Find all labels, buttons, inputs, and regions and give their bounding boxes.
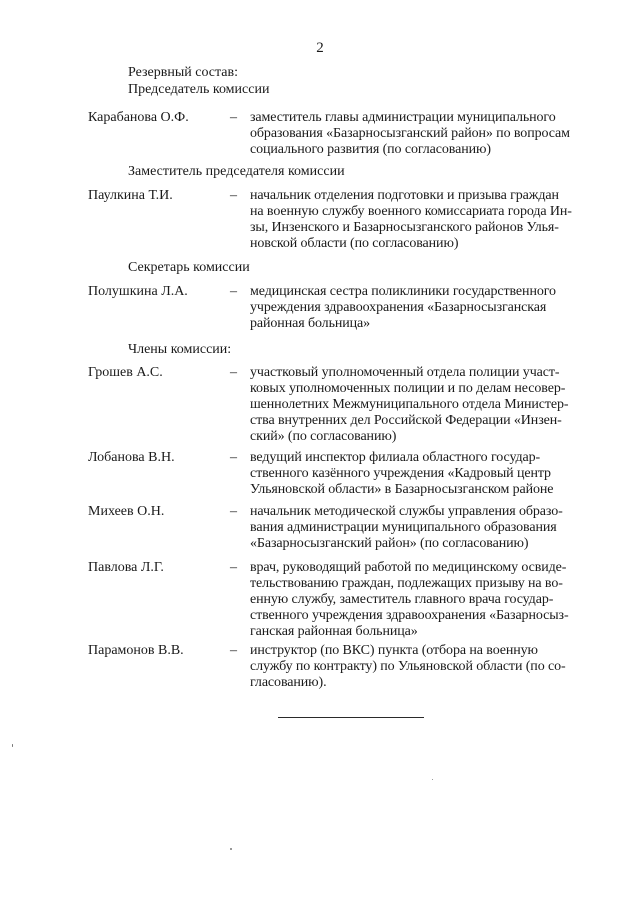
dash-separator: – xyxy=(230,504,237,519)
position-line: шеннолетних Межмуниципального отдела Министер- xyxy=(250,397,569,412)
heading-reserve: Резервный состав: xyxy=(128,65,239,80)
position-line: тельствованию граждан, подлежащих призыву на во- xyxy=(250,576,563,591)
member-name: Парамонов В.В. xyxy=(88,643,184,658)
position-line: районная больница» xyxy=(250,316,371,331)
position-line: новской области (по согласованию) xyxy=(250,236,459,251)
position-line: ственного казённого учреждения «Кадровый центр xyxy=(250,466,551,481)
position-line: социального развития (по согласованию) xyxy=(250,142,491,157)
position-line: Ульяновской области» в Базарносызганском районе xyxy=(250,482,554,497)
member-name: Лобанова В.Н. xyxy=(88,450,175,465)
member-position xyxy=(250,450,606,498)
dash-separator: – xyxy=(230,188,237,203)
member-name: Павлова Л.Г. xyxy=(88,560,164,575)
dash-separator: – xyxy=(230,560,237,575)
dash-separator: – xyxy=(230,450,237,465)
page-number: 2 xyxy=(316,40,324,56)
position-line: начальник отделения подготовки и призыва граждан xyxy=(250,188,559,203)
heading-deputy: Заместитель председателя комиссии xyxy=(128,164,345,179)
scan-speck xyxy=(230,848,232,850)
member-position xyxy=(250,365,606,445)
position-line: «Базарносызганский район» (по согласованию) xyxy=(250,536,529,551)
position-line: зы, Инзенского и Базарносызганского районов Улья- xyxy=(250,220,559,235)
member-name: Карабанова О.Ф. xyxy=(88,110,189,125)
heading-secretary: Секретарь комиссии xyxy=(128,260,250,275)
position-line: енную службу, заместитель главного врача государ- xyxy=(250,592,554,607)
position-line: образования «Базарносызганский район» по вопросам xyxy=(250,126,570,141)
position-line: на военную службу военного комиссариата города Ин- xyxy=(250,204,572,219)
member-position xyxy=(250,560,606,640)
position-line: ганская районная больница» xyxy=(250,624,418,639)
position-line: заместитель главы администрации муниципального xyxy=(250,110,556,125)
dash-separator: – xyxy=(230,284,237,299)
position-line: ства внутренних дел Российской Федерации «Инзен- xyxy=(250,413,562,428)
dash-separator: – xyxy=(230,643,237,658)
position-line: ский» (по согласованию) xyxy=(250,429,397,444)
position-line: гласованию). xyxy=(250,675,327,690)
position-line: ственного учреждения здравоохранения «Базарносыз- xyxy=(250,608,569,623)
dash-separator: – xyxy=(230,110,237,125)
scan-speck xyxy=(12,744,13,747)
position-line: учреждения здравоохранения «Базарносызганская xyxy=(250,300,547,315)
heading-members: Члены комиссии: xyxy=(128,342,232,357)
member-position xyxy=(250,643,606,691)
position-line: инструктор (по ВКС) пункта (отбора на военную xyxy=(250,643,538,658)
scan-speck xyxy=(432,779,433,780)
position-line: вания администрации муниципального образования xyxy=(250,520,557,535)
position-line: медицинская сестра поликлиники государственного xyxy=(250,284,556,299)
member-position xyxy=(250,188,606,252)
member-position xyxy=(250,284,606,332)
member-name: Михеев О.Н. xyxy=(88,504,165,519)
closing-rule xyxy=(278,717,424,718)
member-name: Паулкина Т.И. xyxy=(88,188,173,203)
member-position xyxy=(250,504,606,552)
dash-separator: – xyxy=(230,365,237,380)
heading-chair: Председатель комиссии xyxy=(128,82,270,97)
position-line: участковый уполномоченный отдела полиции участ- xyxy=(250,365,560,380)
member-position xyxy=(250,110,606,158)
member-name: Полушкина Л.А. xyxy=(88,284,188,299)
position-line: начальник методической службы управления образо- xyxy=(250,504,563,519)
position-line: врач, руководящий работой по медицинскому освиде- xyxy=(250,560,567,575)
position-line: службу по контракту) по Ульяновской области (по со- xyxy=(250,659,566,674)
position-line: ковых уполномоченных полиции и по делам несовер- xyxy=(250,381,566,396)
position-line: ведущий инспектор филиала областного государ- xyxy=(250,450,541,465)
member-name: Грошев А.С. xyxy=(88,365,163,380)
